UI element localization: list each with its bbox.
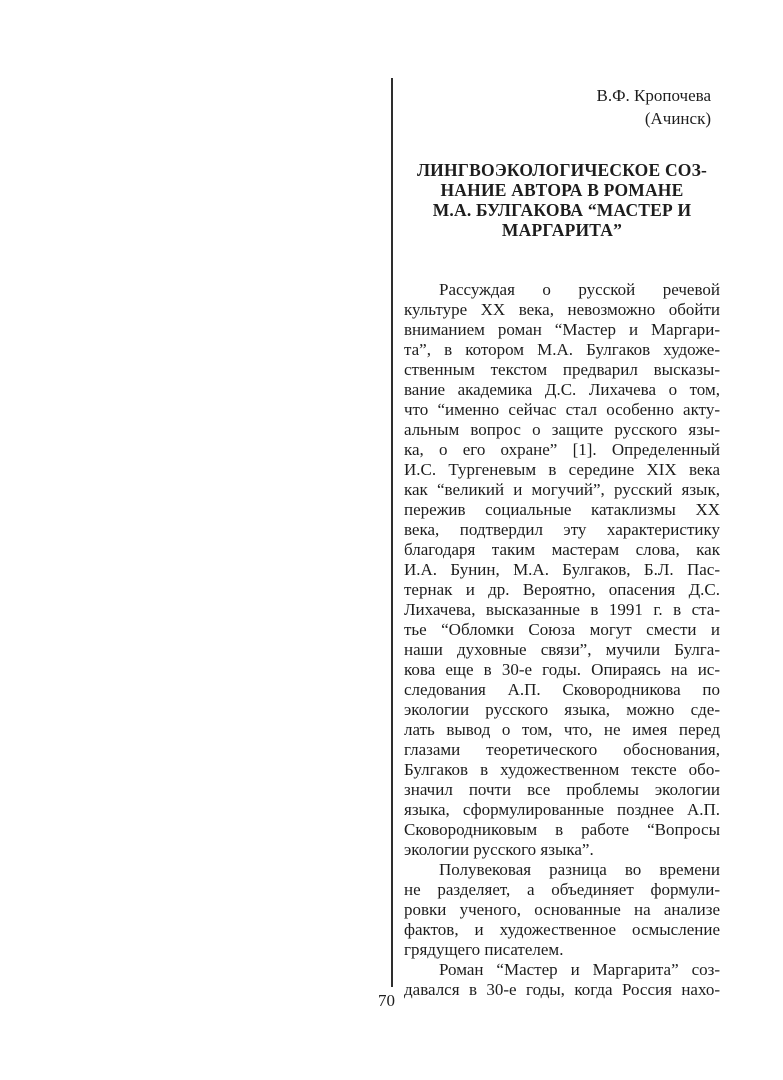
body-line: не разделяет, а объединяет формули- [404, 880, 720, 899]
body-line: Рассуждая о русской речевой [439, 280, 720, 299]
title-line: МАРГАРИТА” [501, 220, 623, 240]
body-line: И.С. Тургеневым в середине XIX века [404, 460, 720, 479]
body-line: века, подтвердил эту характеристику [404, 520, 720, 539]
body-line: вниманием роман “Мастер и Маргари- [404, 320, 720, 339]
body-line: как “великий и могучий”, русский язык, [404, 480, 720, 499]
body-line: благодаря таким мастерам слова, как [404, 540, 720, 559]
body-line: глазами теоретического обоснования, [404, 740, 720, 759]
body-line: пережив социальные катаклизмы XX [404, 500, 720, 519]
body-line: Роман “Мастер и Маргарита” соз- [439, 960, 720, 979]
left-margin-rule [391, 78, 393, 987]
body-line: значил почти все проблемы экологии [404, 780, 720, 799]
body-line: ственным текстом предварил высказы- [404, 360, 720, 379]
body-paragraph [404, 860, 720, 960]
body-line: тернак и др. Вероятно, опасения Д.С. [404, 580, 720, 599]
body-line: наши духовные связи”, мучили Булга- [404, 640, 720, 659]
page-number: 70 [378, 991, 395, 1010]
body-paragraph [404, 280, 720, 860]
article-title [404, 160, 720, 240]
body-line: Полувековая разница во времени [439, 860, 720, 879]
body-line: ровки ученого, основанные на анализе [404, 900, 720, 919]
author-name: В.Ф. Кропочева [596, 86, 711, 105]
body-line: вание академика Д.С. Лихачева о том, [404, 380, 720, 399]
article-body [404, 280, 720, 1000]
article-column [404, 84, 720, 1000]
body-line: языка, сформулированные позднее А.П. [404, 800, 720, 819]
body-line: следования А.П. Сковородникова по [404, 680, 720, 699]
body-line: Лихачева, высказанные в 1991 г. в ста- [404, 600, 720, 619]
body-line: экологии русского языка”. [404, 840, 594, 859]
body-line: фактов, и художественное осмысление [404, 920, 720, 939]
body-line: грядущего писателем. [404, 940, 564, 959]
title-line: НАНИЕ АВТОРА В РОМАНЕ [440, 180, 684, 200]
body-line: давался в 30-е годы, когда Россия нахо- [404, 980, 720, 999]
body-line: лать вывод о том, что, не имея перед [404, 720, 720, 739]
body-line: что “именно сейчас стал особенно акту- [404, 400, 720, 419]
author-city: (Ачинск) [644, 109, 711, 128]
body-paragraph [404, 960, 720, 1000]
body-line: альным вопрос о защите русского язы- [404, 420, 720, 439]
body-line: культуре XX века, невозможно обойти [404, 300, 720, 319]
body-line: Сковородниковым в работе “Вопросы [404, 820, 720, 839]
body-line: ка, о его охране” [1]. Определенный [404, 440, 720, 459]
byline [404, 84, 720, 130]
title-line: ЛИНГВОЭКОЛОГИЧЕСКОЕ СОЗ- [416, 160, 708, 180]
body-line: тье “Обломки Союза могут смести и [404, 620, 720, 639]
title-line: М.А. БУЛГАКОВА “МАСТЕР И [432, 200, 692, 220]
body-line: экологии русского языка, можно сде- [404, 700, 720, 719]
body-line: та”, в котором М.А. Булгаков художе- [404, 340, 720, 359]
body-line: И.А. Бунин, М.А. Булгаков, Б.Л. Пас- [404, 560, 720, 579]
body-line: кова еще в 30-е годы. Опираясь на ис- [404, 660, 720, 679]
body-line: Булгаков в художественном тексте обо- [404, 760, 720, 779]
